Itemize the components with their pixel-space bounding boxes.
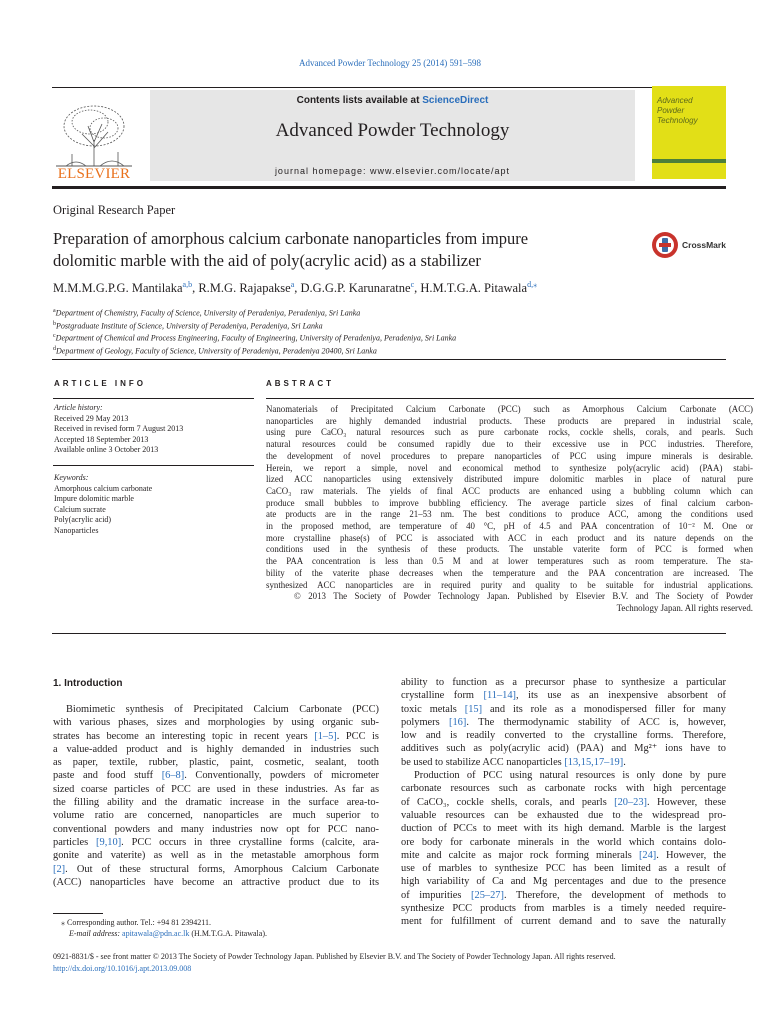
left-column-text xyxy=(53,703,379,889)
affiliation: $^c$Department of Chemical and Process Engineering, Faculty of Engineering, University of Peradeniya, Peradeniya, Sri Lanka xyxy=(53,333,457,343)
article-type: Original Research Paper xyxy=(53,203,176,217)
reference-link[interactable]: [25–27] xyxy=(471,889,504,901)
body-text-line: paste and food stuff [6–8]. Conventionally, powders of micrometer xyxy=(53,770,379,782)
article-info-rule xyxy=(53,398,254,399)
reference-link[interactable]: [1–5] xyxy=(314,730,337,742)
abstract-line: synthesized ACC nanoparticles are in required purity and quality to be suitable for industrial applications. xyxy=(266,579,753,590)
author-affiliation-marker[interactable]: c xyxy=(410,280,415,289)
abstract-rule xyxy=(266,398,754,399)
article-info-heading: ARTICLE INFO xyxy=(54,379,146,388)
title-line: dolomitic marble with the aid of poly(acrylic acid) as a stabilizer xyxy=(53,250,481,270)
keywords xyxy=(54,473,152,536)
body-text-line: synthesize PCC products from marbles is a timely needed require- xyxy=(401,903,726,915)
abstract-line: Herein, we report a simple, novel and economical method to synthesize poly(acrylic acid) (PAA) stabi- xyxy=(266,462,753,473)
author-name[interactable]: R.M.G. Rajapakse xyxy=(198,281,291,296)
journal-title: Advanced Powder Technology xyxy=(275,120,510,141)
abstract-line: the development of novel procedures to prepare nanoparticles of PCC using impure minerals is desirable. xyxy=(266,450,753,461)
reference-link[interactable]: [6–8] xyxy=(161,770,185,782)
abstract-line: Nanomaterials of Precipitated Calcium Carbonate (PCC) such as Amorphous Calcium Carbonate (ACC) xyxy=(266,404,753,414)
abstract-line: conditions used in the synthesis of these products. The unstable vaterite form of PCC is formed when xyxy=(266,544,753,555)
body-text-line: (ACC) nanoparticles have become an attractive product due to its xyxy=(53,876,379,888)
abstract-line: CaCO₃ raw materials. The yields of final ACC products are enhanced using a bubbling column which can xyxy=(266,485,753,496)
right-column-text xyxy=(401,676,726,929)
body-text-line: ore body for carbonate minerals in the world which contains dolo- xyxy=(401,836,726,848)
cover-band xyxy=(652,159,726,163)
author-name[interactable]: H.M.T.G.A. Pitawala xyxy=(420,281,528,296)
body-text-line: Production of PCC using natural resources is only done by pure xyxy=(414,770,726,782)
issn-copyright-line: 0921-8831/$ - see front matter © 2013 The Society of Powder Technology Japan. Published by Elsevier B.V. and The Society of Powder Technology Japan. All rights reserved. xyxy=(53,952,616,961)
abstract-line: nanoparticles are highly demanded industrial products. These products are prepared in industrial scale, xyxy=(266,415,753,426)
abstract-line: lized ACC nanoparticles using extensively distributed impure dolomitic marbles in place of natural pure xyxy=(266,474,753,485)
body-text-line: crystalline form [11–14], its use as an inexpensive absorbent of xyxy=(401,690,727,702)
keyword: Poly(acrylic acid) xyxy=(54,515,112,524)
crossmark-label: CrossMark xyxy=(682,240,726,250)
author-separator: , xyxy=(294,281,301,296)
author-separator: , xyxy=(192,281,199,296)
body-text-line: of impurities [25–27]. Therefore, the development of methods to xyxy=(401,889,726,901)
footnote-rule xyxy=(53,913,103,914)
email-suffix: (H.M.T.G.A. Pitawala). xyxy=(189,929,267,938)
history-entry: Received 29 May 2013 xyxy=(54,413,129,423)
body-text-line: high variability of Ca and Mg percentages and due to the presence xyxy=(401,876,726,888)
author-affiliation-marker[interactable]: d,⁎ xyxy=(527,280,538,289)
author-affiliation-marker[interactable]: a,b xyxy=(182,280,193,289)
author-affiliation-marker[interactable]: a xyxy=(290,280,295,289)
body-text-line: be used to stabilize ACC nanoparticles [13,15,17–19]. xyxy=(401,756,626,768)
history-entry: Accepted 18 September 2013 xyxy=(54,434,149,444)
abstract-bottom-rule xyxy=(52,633,726,634)
section-heading-introduction: 1. Introduction xyxy=(53,678,123,689)
body-text-line: carbonate resources such as carbonate rocks with high percentage xyxy=(401,783,726,795)
cover-title-line: Advanced xyxy=(657,96,693,105)
author-separator: , xyxy=(414,281,421,296)
keyword: Impure dolomitic marble xyxy=(54,494,134,503)
title-line: Preparation of amorphous calcium carbonate nanoparticles from impure xyxy=(53,229,529,248)
body-text-line: gonite and vaterite) as well as in the metastable amorphous form xyxy=(53,850,379,862)
body-text-line: low and is readily converted to the crystalline forms. Therefore, xyxy=(401,730,726,742)
body-text-line: polymers [16]. The thermodynamic stability of ACC is, however, xyxy=(401,716,726,728)
body-text-line: Biomimetic synthesis of Precipitated Calcium Carbonate (PCC) xyxy=(66,704,379,715)
abstract-copyright-line: © 2013 The Society of Powder Technology Japan. Published by Elsevier B.V. and The Society of Powder xyxy=(294,591,753,602)
contents-available-line xyxy=(150,95,635,106)
abstract-line: ate products are in the range 21–53 nm. The best conditions to produce ACC, among the conditions used xyxy=(266,509,753,520)
reference-link[interactable]: [2] xyxy=(53,863,66,875)
abstract-line: produce small bubbles to improve bubbling efficiency. The average particle sizes of final calcium carbon- xyxy=(266,497,753,508)
page-footer xyxy=(53,951,728,975)
reference-link[interactable]: [13,15,17–19] xyxy=(564,756,624,768)
journal-homepage[interactable]: journal homepage: www.elsevier.com/locate/apt xyxy=(274,166,511,176)
body-text-line: ability to function as a precursor phase to synthesize a particular xyxy=(401,677,726,688)
keywords-rule xyxy=(53,465,254,466)
body-text-line: valuable resources can be exhausted due to the widespread pro- xyxy=(401,809,726,821)
journal-citation[interactable]: Advanced Powder Technology 25 (2014) 591–598 xyxy=(299,58,481,68)
author-list xyxy=(53,280,733,296)
affiliations-rule xyxy=(52,359,726,360)
affiliation-list xyxy=(53,306,733,357)
body-text-line: mite and calcite as major rock forming minerals [24]. However, the xyxy=(401,849,726,861)
body-text-line: of CaCO₃, cockle shells, corals, and pearls [20–23]. However, these xyxy=(401,796,727,808)
body-text-line: use of marbles to synthesize PCC has been limited as a result of xyxy=(401,863,726,875)
abstract-line: more crystalline phase(s) of PCC is associated with ACC in each product and its nature depends on the xyxy=(266,532,753,543)
abstract-line: in the proposed method, are temperature of 40 °C, pH of 4.5 and PAA concentration of 10⁻² M. One or xyxy=(266,521,753,532)
abstract-line: natural resources could be consumed rapidly due to their excessive use in PCC industries. Therefore, xyxy=(266,439,753,450)
body-text-line: particles [9,10]. PCC occurs in three crystalline forms (calcite, ara- xyxy=(53,836,379,848)
body-text-line: as paper, textile, rubber, plastic, paint, cosmetic, sealant, tooth xyxy=(53,757,379,769)
abstract-body xyxy=(266,404,753,615)
email-label: E-mail address: xyxy=(69,929,123,938)
reference-link[interactable]: [20–23] xyxy=(614,796,648,808)
reference-link[interactable]: [9,10] xyxy=(96,836,122,848)
body-text-line: additives such as poly(acrylic acid) (PAA) and Mg²⁺ ions have to xyxy=(401,743,726,755)
body-text-line: toxic metals [15] and its role as a monodispersed filler for many xyxy=(401,703,726,715)
body-text-line: strates has become an interesting topic in recent years [1–5]. PCC is xyxy=(53,730,379,742)
contents-prefix: Contents lists available at xyxy=(296,95,423,106)
reference-link[interactable]: [24] xyxy=(638,849,657,861)
article-history xyxy=(54,403,183,456)
affiliation: $^d$Department of Geology, Faculty of Science, University of Peradeniya, Peradeniya 20400, Sri Lanka xyxy=(53,345,377,356)
keyword: Calcium sucrate xyxy=(54,504,106,514)
reference-link[interactable]: [16] xyxy=(449,716,467,728)
body-text-line: the filling ability and the dramatic increase in the surface area-to- xyxy=(53,797,379,809)
body-text-line: a value-added product and is highly demanded in industries such xyxy=(53,743,379,755)
history-entry: Available online 3 October 2013 xyxy=(54,445,159,454)
cover-title-line: Powder xyxy=(657,106,685,115)
reference-link[interactable]: [15] xyxy=(464,703,483,715)
corresponding-author-line: ⁎ Corresponding author. Tel.: +94 81 2394211. xyxy=(61,918,211,927)
header-top-rule xyxy=(52,87,726,88)
reference-link[interactable]: [11–14] xyxy=(483,690,517,702)
abstract-heading: ABSTRACT xyxy=(266,379,334,388)
sciencedirect-link[interactable]: ScienceDirect xyxy=(422,95,489,106)
body-text-line: sized coarse particles of PCC are used in these industries. As far as xyxy=(53,783,379,795)
history-label: Article history: xyxy=(54,403,103,412)
keyword: Amorphous calcium carbonate xyxy=(54,483,153,493)
author-name[interactable]: M.M.M.G.P.G. Mantilaka xyxy=(53,281,183,296)
elsevier-wordmark[interactable]: ELSEVIER xyxy=(57,166,131,182)
body-text-line: duction of PCCs to meet with its high demand. Marble is the largest xyxy=(401,823,726,835)
author-name[interactable]: D.G.G.P. Karunaratne xyxy=(300,281,411,296)
body-text-line: with various phases, sizes and morphologies by using organic sub- xyxy=(53,717,379,729)
header-bottom-rule xyxy=(52,186,726,189)
body-text-line: [2]. Out of these structural forms, Amorphous Calcium Carbonate xyxy=(53,863,379,875)
cover-title-line: Technology xyxy=(657,116,698,125)
history-entry: Received in revised form 7 August 2013 xyxy=(54,424,184,433)
affiliation: $^a$Department of Chemistry, Faculty of Science, University of Peradeniya, Peradeniya, Sri Lanka xyxy=(53,308,361,318)
corresponding-author-footnote xyxy=(53,917,383,939)
affiliation: $^b$Postgraduate Institute of Science, University of Peradeniya, Peradeniya, Sri Lanka xyxy=(53,320,323,331)
doi-link[interactable]: http://dx.doi.org/10.1016/j.apt.2013.09.008 xyxy=(53,964,192,973)
keywords-label: Keywords: xyxy=(54,473,89,482)
author-email-link[interactable]: apitawala@pdn.ac.lk xyxy=(122,929,190,938)
body-text-line: volume ratio are concerned, nanoparticles are much superior to xyxy=(53,810,379,822)
abstract-copyright-line: Technology Japan. All rights reserved. xyxy=(616,602,753,613)
abstract-line: using pure CaCO₃ natural resources such as pure carbonate rocks, cockle shells, corals, and pearls. Such xyxy=(266,427,753,438)
cover-title xyxy=(657,96,721,126)
abstract-line: the PAA concentration is less than 0.5 M and at lower temperatures such as room temperature. The sta- xyxy=(266,556,753,567)
body-text-line: ment for fulfillment of current demand and to save the naturally xyxy=(401,916,726,928)
crossmark-badge[interactable] xyxy=(650,230,740,264)
keyword: Nanoparticles xyxy=(54,525,99,535)
body-text-line: conventional powders and many industries now opt for PCC nano- xyxy=(53,823,379,835)
abstract-line: bility of the vaterite phase decreases when the temperature and the PAA concentration are increased. The xyxy=(266,567,753,578)
article-title xyxy=(53,228,643,271)
